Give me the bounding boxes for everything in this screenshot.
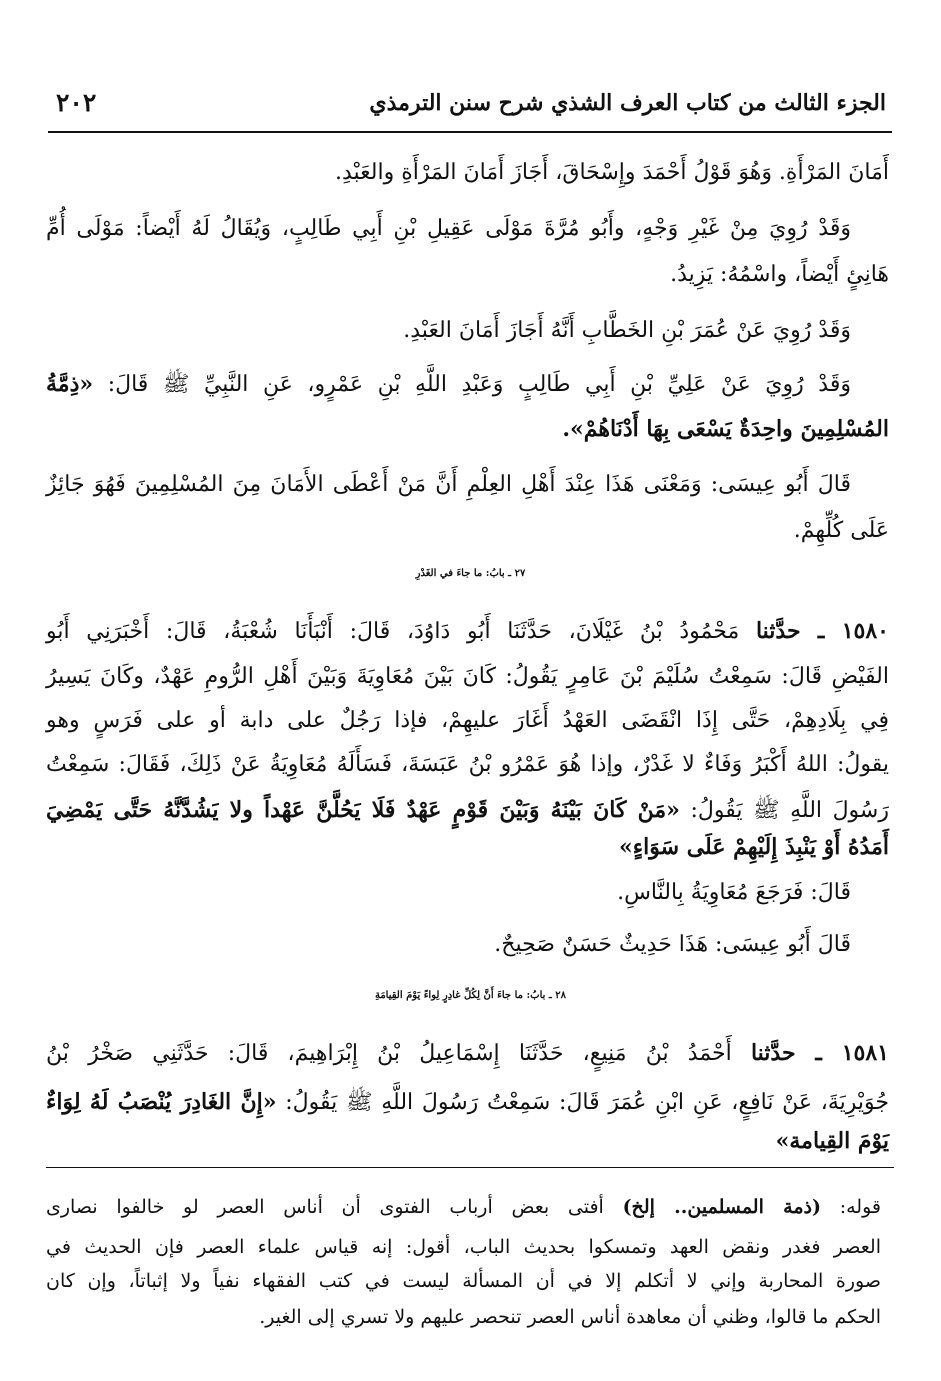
body-line: وَقَدْ رُوِيَ عَنْ عُمَرَ بْنِ الخَطَّابِ أَنَّهُ أَجَازَ أَمَانَ العَبْدِ.	[403, 318, 851, 343]
text-span: أفتى بعض أرباب الفتوى أن أناس العصر لو خالفوا نصارى	[46, 1196, 623, 1218]
running-title: الجزء الثالث من كتاب العرف الشذي شرح سنن الترمذي	[369, 90, 886, 116]
page-number: ٢٠٢	[56, 88, 97, 117]
chapter-heading: ٢٧ ـ بابُ: ما جاءَ في الغَدْرِ	[415, 568, 526, 579]
footnote-line: الحكم ما قالوا، وظني أن معاهدة أناس العصر تنحصر عليهم ولا تسري إلى الغير.	[259, 1306, 881, 1328]
hadith-quote-line	[776, 1128, 889, 1154]
footnote-line: العصر فغدر ونقض العهد وتمسكوا بحديث الباب، أقول: إنه قياس علماء العصر فإن الحديث في	[46, 1236, 881, 1258]
footnote-line	[46, 1196, 881, 1218]
hadith-line	[46, 796, 889, 828]
text-span: قوله:	[821, 1196, 881, 1218]
hadith-line	[46, 370, 851, 402]
body-line: قَالَ: فَرَجَعَ مُعَاوِيَةُ بِالنَّاسِ.	[617, 880, 851, 905]
footnote-line: صورة المحاربة وإني لا أتكلم إلا في أن المسألة ليست في كتب الفقهاء نفياً ولا إثباتاً، وإن كان	[46, 1270, 881, 1292]
hadith-number: ١٥٨٠ ـ حدَّثنا	[755, 618, 889, 644]
hadith-quote-line	[619, 834, 889, 860]
hadith-quote: «إِنَّ الغَادِرَ يُنْصَبُ لَهُ لِوَاءٌ	[46, 1089, 277, 1115]
hadith-line: يقولُ: اللهُ أَكْبَرُ وَفَاءٌ لا غَدْرٌ، وإذا هُوَ عَمْرُو بْنُ عَبَسَةَ، فَسَأَلَهُ مُعَاوِيَةُ عَنْ ذَلِكَ، فَقَالَ: سَمِعْتُ	[46, 752, 889, 777]
hadith-quote: أَمَدُهُ أَوْ يَنْبِذَ إِلَيْهِمْ عَلَى سَوَاءٍ»	[619, 834, 889, 860]
body-line: قَالَ أَبُو عِيسَى: هَذَا حَدِيثٌ حَسَنٌ صَحِيحٌ.	[494, 932, 851, 957]
body-line: قَالَ أَبُو عِيسَى: وَمَعْنَى هَذَا عِنْدَ أَهْلِ العِلْمِ أَنَّ مَنْ أَعْطَى الأَمَانَ مِنَ المُسْلِمِينَ فَهُوَ جَائِزٌ	[46, 472, 851, 497]
hadith-line: الفَيْضِ قَالَ: سَمِعْتُ سُلَيْمَ بْنَ عَامِرٍ يَقُولُ: كَانَ بَيْنَ مُعَاوِيَةَ وَبَيْنَ أَهْلِ الرُّومِ عَهْدٌ، وكَانَ يَسِيرُ	[46, 664, 889, 689]
footnote-lemma: (ذمة المسلمين.. إلخ)	[622, 1196, 821, 1218]
hadith-quote: المُسْلِمِينَ واحِدَةٌ يَسْعَى بِهَا أَدْنَاهُمْ».	[562, 416, 889, 442]
text-span: وَقَدْ رُوِيَ عَنْ عَلِيِّ بْنِ أَبِي طَالِبٍ وَعَبْدِ اللَّهِ بْنِ عَمْرٍو، عَنِ النَّبِيِّ ﷺ قَالَ:	[93, 372, 851, 397]
hadith-quote: «ذِمَّةُ	[46, 371, 94, 397]
hadith-number: ١٥٨١ ـ حدَّثنا	[750, 1040, 889, 1066]
text-span: جُوَيْرِيَةَ، عَنْ نَافِعٍ، عَنِ ابْنِ عُمَرَ قَالَ: سَمِعْتُ رَسُولَ اللَّهِ ﷺ يَقُولُ:	[276, 1090, 889, 1115]
body-line: عَلَى كُلِّهِمْ.	[793, 518, 889, 543]
text-span: أَحْمَدُ بْنُ مَنِيعٍ، حَدَّثَنَا إِسْمَاعِيلُ بْنُ إِبْرَاهِيمَ، قَالَ: حَدَّثَنِي صَخْرُ بْنُ	[46, 1041, 732, 1066]
page-header	[48, 86, 886, 126]
body-line: وَقَدْ رُوِيَ مِنْ غَيْرِ وَجْهٍ، وأَبُو مُرَّةَ مَوْلَى عَقِيلِ بْنِ أَبِي طَالِبٍ، وَيُقَالُ لَهُ أَيْضاً: مَوْلَى أُمِّ	[46, 216, 851, 241]
chapter-heading: ٢٨ ـ بابُ: ما جاءَ أَنَّ لِكُلِّ غادِرٍ لِواءً يَوْمَ القِيامَةِ	[374, 990, 567, 1001]
hadith-quote: «مَنْ كَانَ بَيْنَهُ وَبَيْنَ قَوْمٍ عَهْدٌ فَلَا يَحُلَّنَّ عَهْداً ولا يَشُدَّنَّهُ حَتَّى يَمْضِيَ	[46, 797, 680, 823]
hadith-quote-line	[562, 416, 889, 442]
hadith-line: فِي بِلَادِهِمْ، حَتَّى إِذَا انْقَضَى العَهْدُ أَغَارَ عليهِمْ، فإذا رَجُلٌ على دابة أو على فَرَسٍ وهو	[46, 708, 889, 733]
hadith-line	[46, 618, 889, 644]
body-line: هَانِئٍ أَيْضاً، واسْمُهُ: يَزِيدُ.	[670, 262, 889, 287]
hadith-line	[46, 1088, 889, 1120]
text-span: مَحْمُودُ بْنُ غَيْلَانَ، حَدَّثَنَا أَبُو دَاوُدَ، قَالَ: أَنْبَأَنَا شُعْبَةُ، قَالَ: أَخْبَرَنِي أَبُو	[46, 619, 740, 644]
body-line: أَمَانَ المَرْأَةِ. وَهُوَ قَوْلُ أَحْمَدَ وإِسْحَاقَ، أَجَازَ أَمَانَ المَرْأَةِ والعَبْدِ.	[334, 160, 889, 185]
header-divider	[48, 131, 892, 133]
hadith-quote: يَوْمَ القِيامة»	[775, 1128, 889, 1154]
footnote-divider	[46, 1167, 894, 1168]
text-span: رَسُولَ اللَّهِ ﷺ يَقُولُ:	[679, 798, 889, 823]
hadith-line	[46, 1040, 889, 1066]
